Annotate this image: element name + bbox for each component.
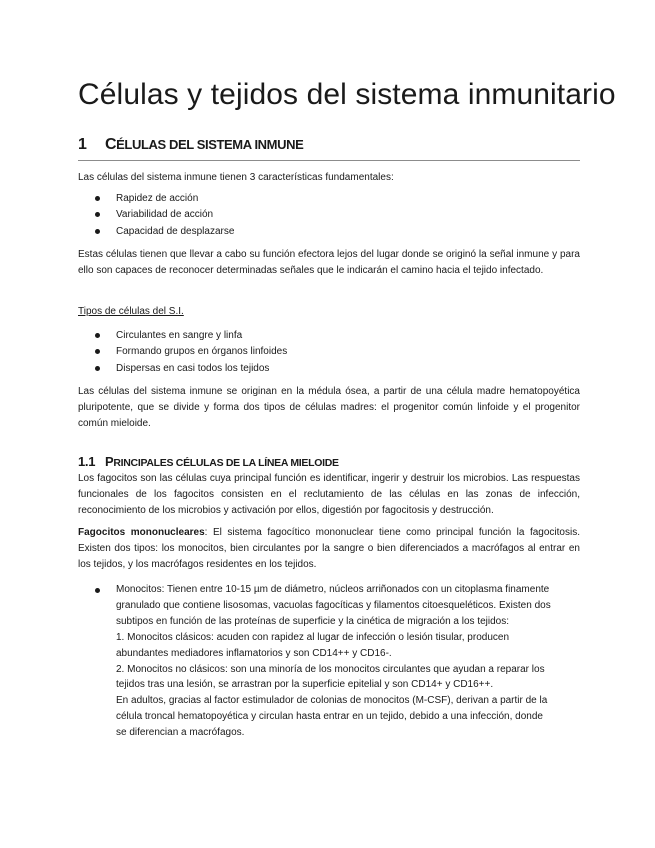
list-item bbox=[78, 191, 580, 207]
page-title: Células y tejidos del sistema inmunitario bbox=[78, 78, 616, 111]
list-item bbox=[78, 207, 580, 223]
bullet-icon bbox=[95, 212, 100, 217]
mononuclear-label: Fagocitos mononucleares bbox=[78, 527, 205, 538]
types-heading: Tipos de células del S.I. bbox=[78, 306, 184, 317]
bullet-icon bbox=[95, 349, 100, 354]
list-item-text: Formando grupos en órganos linfoides bbox=[116, 346, 288, 358]
list-item-text: Dispersas en casi todos los tejidos bbox=[116, 362, 270, 374]
list-item-text: Rapidez de acción bbox=[116, 193, 199, 204]
list-item bbox=[78, 224, 580, 240]
section-1-1-heading bbox=[78, 454, 339, 469]
list-item-text: Variabilidad de acción bbox=[116, 209, 214, 221]
mononuclear-text: : El sistema fagocítico mononuclear tiene como principal función la fagocitosis. Existen dos tipos: los monocitos, bien circulantes por la sangre o bien diferenciados a macrófagos al entrar en los tejidos, y los macrófagos residentes en los tejidos. bbox=[78, 527, 580, 570]
section-1-paragraph-3: Las células del sistema inmune se originan en la médula ósea, a partir de una célula madre hematopoyética pluripotente, que se divide y forma dos tipos de células madres: el progenitor común linfoide y el progenitor común mieloide. bbox=[78, 386, 580, 429]
list-item-text: Circulantes en sangre y linfa bbox=[116, 330, 243, 341]
section-1-1-title-rest: RINCIPALES CÉLULAS DE LA LÍNEA MIELOIDE bbox=[113, 457, 339, 469]
monocitos-no-clasicos: 2. Monocitos no clásicos: son una minoría de los monocitos circulantes que ayudan a reparar los tejidos tras una lesión, se arrastran por la superficie epitelial y son CD14+ y CD16++. bbox=[116, 663, 545, 691]
monocitos-list-item bbox=[78, 582, 580, 741]
features-list bbox=[78, 191, 580, 240]
bullet-icon bbox=[95, 366, 100, 371]
bullet-icon bbox=[95, 229, 100, 234]
section-1-1-title-initial: P bbox=[105, 454, 114, 469]
list-item bbox=[78, 344, 580, 360]
monocitos-adultos: En adultos, gracias al factor estimulador de colonias de monocitos (M-CSF), derivan a partir de la célula troncal hematopoyética y circulan hasta entrar en un tejido, debido a una infección, donde se diferencian a macrófagos. bbox=[116, 695, 548, 739]
monocitos-body bbox=[116, 582, 553, 741]
mononuclear-paragraph bbox=[78, 525, 580, 573]
section-1-title-initial: C bbox=[105, 136, 117, 153]
bullet-icon bbox=[95, 333, 100, 338]
bullet-icon bbox=[95, 196, 100, 201]
section-1-1-number: 1.1 bbox=[78, 454, 96, 469]
section-1-paragraph-2: Estas células tienen que llevar a cabo su función efectora lejos del lugar donde se originó la señal inmune y para ello son capaces de reconocer determinadas señales que le indicarán el camino hacia el tejido infectado. bbox=[78, 249, 580, 276]
monocitos-clasicos: 1. Monocitos clásicos: acuden con rapidez al lugar de infección o lesión tisular, producen abundantes mediadores inflamatorios y son CD14++ y CD16-. bbox=[116, 631, 510, 659]
section-1-heading bbox=[78, 136, 580, 161]
types-list bbox=[78, 328, 580, 377]
section-1-intro: Las células del sistema inmune tienen 3 características fundamentales: bbox=[78, 172, 394, 183]
list-item bbox=[78, 328, 580, 344]
list-item bbox=[78, 361, 580, 377]
monocitos-description: Monocitos: Tienen entre 10-15 µm de diámetro, núcleos arriñonados con un citoplasma finamente granulado que contiene lisosomas, vacuolas fagocíticas y filamentos citoesqueléticos. Existen dos subtipos en función de las proteínas de superficie y la cinética de migración a los tejidos: bbox=[116, 584, 551, 627]
bullet-icon bbox=[95, 588, 100, 593]
list-item-text: Capacidad de desplazarse bbox=[116, 225, 235, 237]
section-1-title-rest: ÉLULAS DEL SISTEMA INMUNE bbox=[116, 137, 304, 152]
section-1-title bbox=[105, 136, 303, 154]
section-1-1-paragraph-1: Los fagocitos son las células cuya principal función es identificar, ingerir y destruir los microbios. Las respuestas funcionales de los fagocitos consisten en el reclutamiento de las células en las zonas de infección, reconocimiento de los microbios y activación por ellos, digestión por fagocitosis y destrucción. bbox=[78, 473, 580, 516]
section-1-number: 1 bbox=[78, 136, 87, 153]
